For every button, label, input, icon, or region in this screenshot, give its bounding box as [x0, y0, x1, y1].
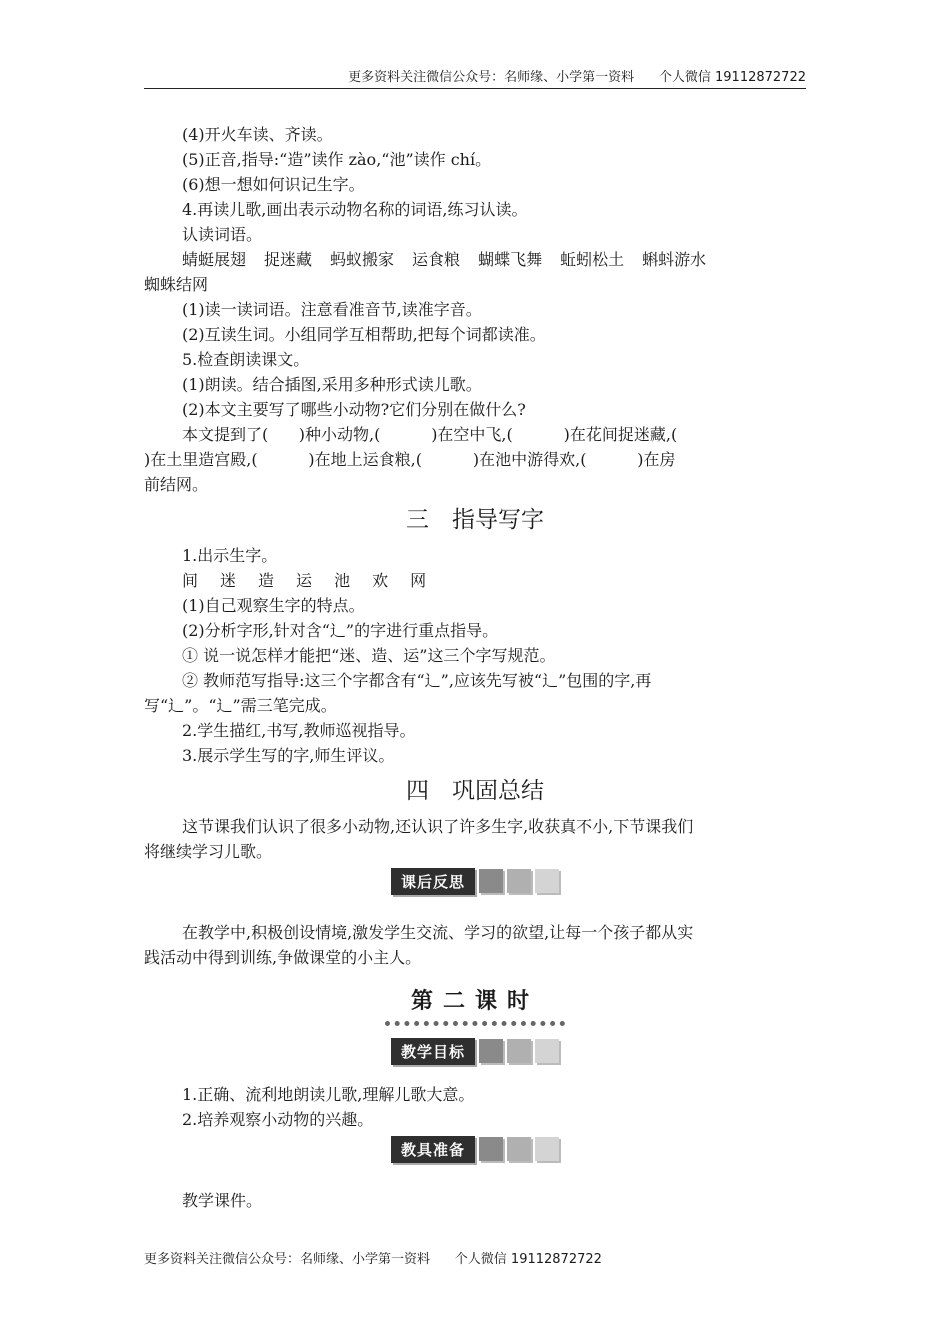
text-line: (1)自己观察生字的特点。 [182, 596, 365, 615]
fill-blank-line: )在土里造宫殿,( )在地上运食粮,( )在池中游得欢,( )在房 [144, 450, 676, 469]
text-line: ② 教师范写指导:这三个字都含有“辶”,应该先写被“辶”包围的字,再 [182, 671, 652, 690]
word: 蝴蝶飞舞 [478, 250, 543, 269]
lesson-divider [385, 1021, 565, 1034]
text-line: 2.学生描红,书写,教师巡视指导。 [182, 721, 416, 740]
banner-square [479, 869, 503, 893]
text-line: 1.正确、流利地朗读儿歌,理解儿歌大意。 [182, 1085, 475, 1104]
char: 间 [182, 571, 199, 590]
text-line: (1)读一读词语。注意看准音节,读准字音。 [182, 300, 482, 319]
word: 蝌蚪游水 [642, 250, 707, 269]
banner-square [535, 869, 559, 893]
banner-label: 教学目标 [391, 1038, 475, 1065]
text-line: 教学课件。 [182, 1191, 263, 1210]
banner-square [479, 1039, 503, 1063]
tools-banner [144, 1132, 806, 1166]
banner-square [479, 1137, 503, 1161]
word: 蚂蚁搬家 [330, 250, 395, 269]
word-list-tail: 蜘蛛结网 [144, 275, 209, 294]
text-line: 写“辶”。“辶”需三笔完成。 [144, 696, 337, 715]
text-line: 践活动中得到训练,争做课堂的小主人。 [144, 948, 422, 967]
goals-banner [144, 1034, 806, 1068]
text-line: (5)正音,指导:“造”读作 zào,“池”读作 chí。 [182, 150, 492, 169]
word-list [144, 247, 806, 272]
fill-blank-line: 本文提到了( )种小动物,( )在空中飞,( )在花间捉迷藏,( [182, 425, 678, 444]
char: 造 [258, 571, 275, 590]
reflection-banner [144, 864, 806, 898]
page-content [144, 122, 806, 1213]
word: 蚯蚓松土 [560, 250, 625, 269]
banner-square [507, 1039, 531, 1063]
banner-square [507, 1137, 531, 1161]
char: 迷 [220, 571, 237, 590]
char: 网 [410, 571, 427, 590]
banner-square [535, 1039, 559, 1063]
char-list [144, 568, 806, 593]
text-line: 2.培养观察小动物的兴趣。 [182, 1110, 374, 1129]
word: 捉迷藏 [264, 250, 313, 269]
text-line: (2)分析字形,针对含“辶”的字进行重点指导。 [182, 621, 499, 640]
lesson-heading [144, 984, 806, 1034]
header-text: 更多资料关注微信公众号：名师缘、小学第一资料 个人微信 19112872722 [348, 70, 806, 85]
word: 运食粮 [412, 250, 461, 269]
text-line: (2)本文主要写了哪些小动物?它们分别在做什么? [182, 400, 526, 419]
text-line: 1.出示生字。 [182, 546, 278, 565]
text-line: 3.展示学生写的字,师生评议。 [182, 746, 395, 765]
char: 池 [334, 571, 351, 590]
banner-square [507, 869, 531, 893]
banner-label: 课后反思 [391, 868, 475, 895]
char: 运 [296, 571, 313, 590]
banner-label: 教具准备 [391, 1136, 475, 1163]
text-line: 4.再读儿歌,画出表示动物名称的词语,练习认读。 [182, 200, 528, 219]
text-line: (2)互读生词。小组同学互相帮助,把每个词都读准。 [182, 325, 546, 344]
text-line: ① 说一说怎样才能把“迷、造、运”这三个字写规范。 [182, 646, 556, 665]
text-line: 在教学中,积极创设情境,激发学生交流、学习的欲望,让每一个孩子都从实 [182, 923, 694, 942]
word: 蜻蜓展翅 [182, 250, 247, 269]
fill-blank-line: 前结网。 [144, 475, 209, 494]
text-line: (1)朗读。结合插图,采用多种形式读儿歌。 [182, 375, 482, 394]
lesson-title: 第二课时 [410, 989, 539, 1014]
text-line: (4)开火车读、齐读。 [182, 125, 333, 144]
section-heading: 四 巩固总结 [406, 778, 544, 804]
text-line: 这节课我们认识了很多小动物,还认识了许多生字,收获真不小,下节课我们 [182, 817, 694, 836]
char: 欢 [372, 571, 389, 590]
banner-square [535, 1137, 559, 1161]
text-line: 5.检查朗读课文。 [182, 350, 310, 369]
text-line: 将继续学习儿歌。 [144, 842, 273, 861]
page-header [144, 66, 806, 89]
text-line: (6)想一想如何识记生字。 [182, 175, 365, 194]
page-footer: 更多资料关注微信公众号：名师缘、小学第一资料 个人微信 19112872722 [144, 1252, 602, 1267]
section-heading: 三 指导写字 [406, 507, 544, 533]
text-line: 认读词语。 [182, 225, 263, 244]
